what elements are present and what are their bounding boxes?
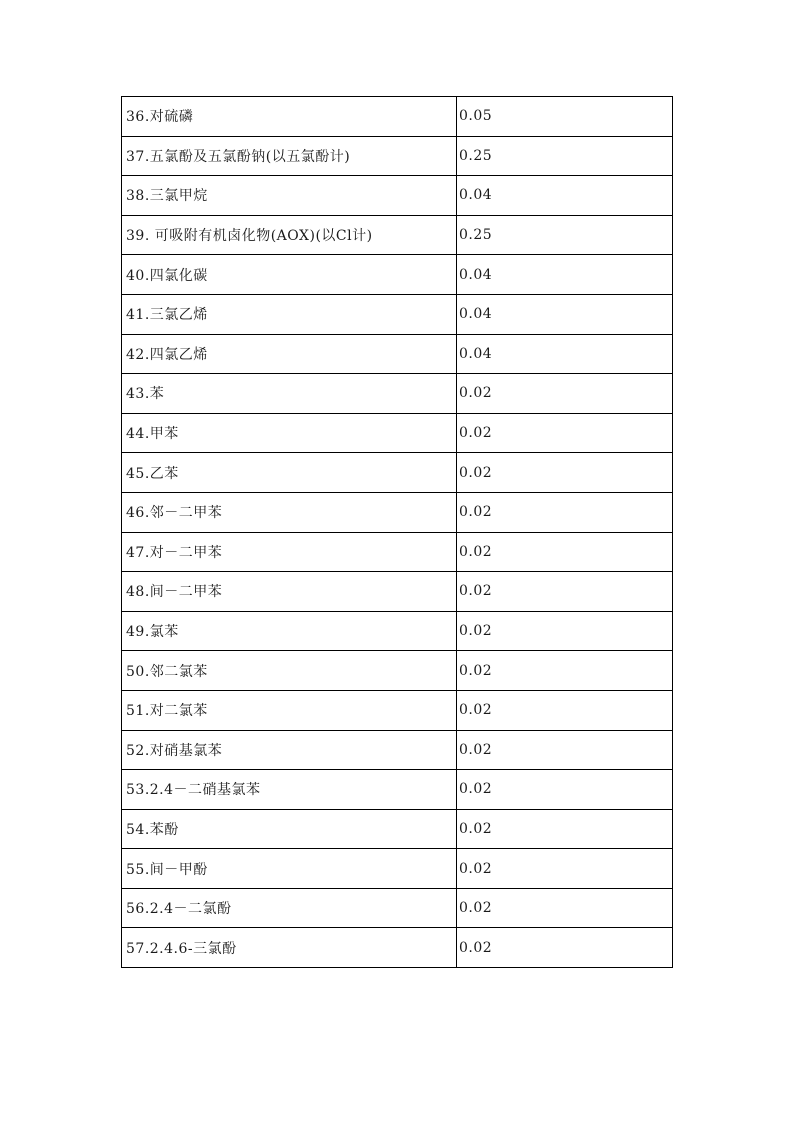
- limit-value-cell: 0.02: [457, 492, 673, 532]
- pollutant-name-cell: 38.三氯甲烷: [122, 176, 457, 216]
- table-row: [122, 888, 673, 928]
- table-row: [122, 849, 673, 889]
- limit-value-cell: 0.04: [457, 176, 673, 216]
- pollutant-name-cell: 52.对硝基氯苯: [122, 730, 457, 770]
- limit-value-cell: 0.02: [457, 532, 673, 572]
- limit-value-cell: 0.05: [457, 97, 673, 137]
- table-row: [122, 809, 673, 849]
- table-row: [122, 136, 673, 176]
- limit-value-cell: 0.25: [457, 136, 673, 176]
- pollutant-name-cell: 46.邻－二甲苯: [122, 492, 457, 532]
- table-row: [122, 730, 673, 770]
- table-row: [122, 690, 673, 730]
- table-row: [122, 532, 673, 572]
- table-row: [122, 294, 673, 334]
- table-row: [122, 255, 673, 295]
- table-row: [122, 928, 673, 968]
- limit-value-cell: 0.04: [457, 334, 673, 374]
- table-row: [122, 770, 673, 810]
- table-row: [122, 492, 673, 532]
- limit-value-cell: 0.02: [457, 413, 673, 453]
- pollutant-name-cell: 40.四氯化碳: [122, 255, 457, 295]
- limit-value-cell: 0.04: [457, 294, 673, 334]
- table-row: [122, 413, 673, 453]
- pollutant-name-cell: 37.五氯酚及五氯酚钠(以五氯酚计): [122, 136, 457, 176]
- table-row: [122, 97, 673, 137]
- limit-value-cell: 0.02: [457, 651, 673, 691]
- limit-value-cell: 0.02: [457, 730, 673, 770]
- limit-value-cell: 0.02: [457, 809, 673, 849]
- table-row: [122, 572, 673, 612]
- pollutant-name-cell: 44.甲苯: [122, 413, 457, 453]
- limit-value-cell: 0.02: [457, 770, 673, 810]
- table-body: [122, 97, 673, 968]
- pollutant-name-cell: 42.四氯乙烯: [122, 334, 457, 374]
- pollutant-name-cell: 53.2.4－二硝基氯苯: [122, 770, 457, 810]
- pollutant-name-cell: 43.苯: [122, 374, 457, 414]
- pollutant-name-cell: 57.2.4.6-三氯酚: [122, 928, 457, 968]
- pollutant-limits-table: [121, 96, 673, 968]
- limit-value-cell: 0.25: [457, 215, 673, 255]
- pollutant-name-cell: 39. 可吸附有机卤化物(AOX)(以Cl计): [122, 215, 457, 255]
- pollutant-name-cell: 48.间－二甲苯: [122, 572, 457, 612]
- limit-value-cell: 0.02: [457, 888, 673, 928]
- pollutant-name-cell: 54.苯酚: [122, 809, 457, 849]
- table-row: [122, 334, 673, 374]
- limit-value-cell: 0.02: [457, 453, 673, 493]
- pollutant-name-cell: 47.对－二甲苯: [122, 532, 457, 572]
- limit-value-cell: 0.02: [457, 374, 673, 414]
- table-row: [122, 215, 673, 255]
- limit-value-cell: 0.02: [457, 611, 673, 651]
- pollutant-name-cell: 55.间－甲酚: [122, 849, 457, 889]
- limit-value-cell: 0.02: [457, 690, 673, 730]
- pollutant-name-cell: 56.2.4－二氯酚: [122, 888, 457, 928]
- limit-value-cell: 0.02: [457, 928, 673, 968]
- limit-value-cell: 0.02: [457, 849, 673, 889]
- table-row: [122, 374, 673, 414]
- table-row: [122, 651, 673, 691]
- pollutant-name-cell: 45.乙苯: [122, 453, 457, 493]
- pollutant-name-cell: 50.邻二氯苯: [122, 651, 457, 691]
- limit-value-cell: 0.04: [457, 255, 673, 295]
- table-row: [122, 611, 673, 651]
- pollutant-name-cell: 51.对二氯苯: [122, 690, 457, 730]
- table-row: [122, 453, 673, 493]
- pollutant-name-cell: 49.氯苯: [122, 611, 457, 651]
- pollutant-name-cell: 36.对硫磷: [122, 97, 457, 137]
- limit-value-cell: 0.02: [457, 572, 673, 612]
- pollutant-name-cell: 41.三氯乙烯: [122, 294, 457, 334]
- table-row: [122, 176, 673, 216]
